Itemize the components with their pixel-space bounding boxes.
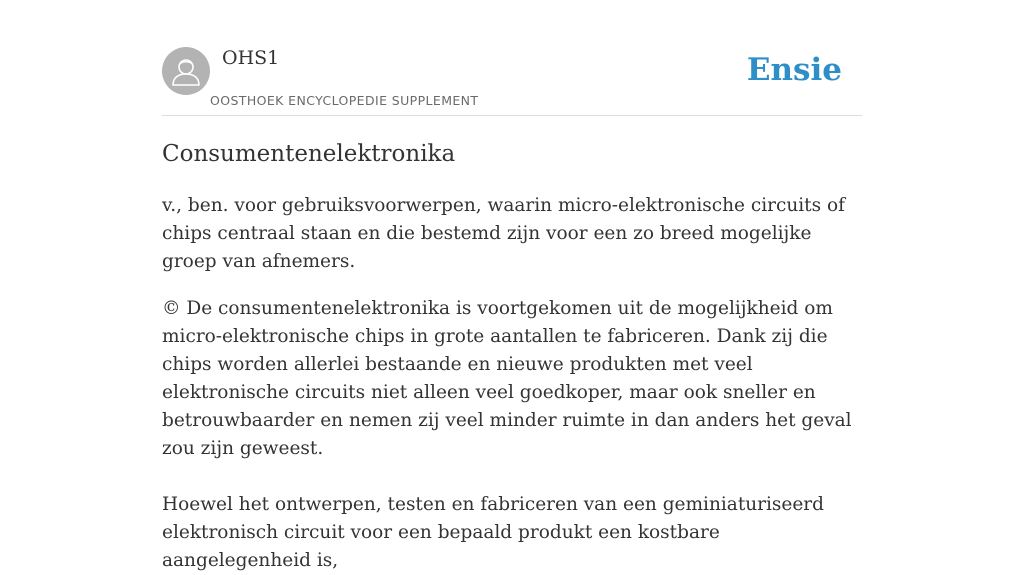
article-paragraph: Hoewel het ontwerpen, testen en fabriceren van een geminiaturiseerd elektronisch circuit voor een bepaald produkt een kostbare aangelegenheid is,	[162, 494, 824, 571]
article-paragraph: © De consumentenelektronika is voortgekomen uit de mogelijkheid om micro-elektronische chips in grote aantallen te fabriceren. Dank zij die chips worden allerlei bestaande en nieuwe produkten met veel elektronische circuits niet alleen veel goedkoper, maar ook sneller en betrouwbaarder en nemen zij veel minder ruimte in dan anders het geval zou zijn geweest.	[162, 298, 852, 459]
article-paragraph: v., ben. voor gebruiksvoorwerpen, waarin micro-elektronische circuits of chips centraal staan en die bestemd zijn voor een zo breed mogelijke groep van afnemers.	[162, 195, 845, 272]
author-name[interactable]: OHS1	[222, 47, 280, 69]
author-avatar[interactable]	[162, 47, 210, 95]
user-silhouette-icon	[162, 47, 210, 95]
source-label[interactable]: OOSTHOEK ENCYCLOPEDIE SUPPLEMENT	[210, 93, 479, 108]
article-title: Consumentenelektronika	[162, 141, 456, 167]
article-content	[162, 138, 862, 575]
ensie-logo[interactable]: Ensie	[746, 52, 842, 88]
entry-header	[162, 40, 862, 116]
